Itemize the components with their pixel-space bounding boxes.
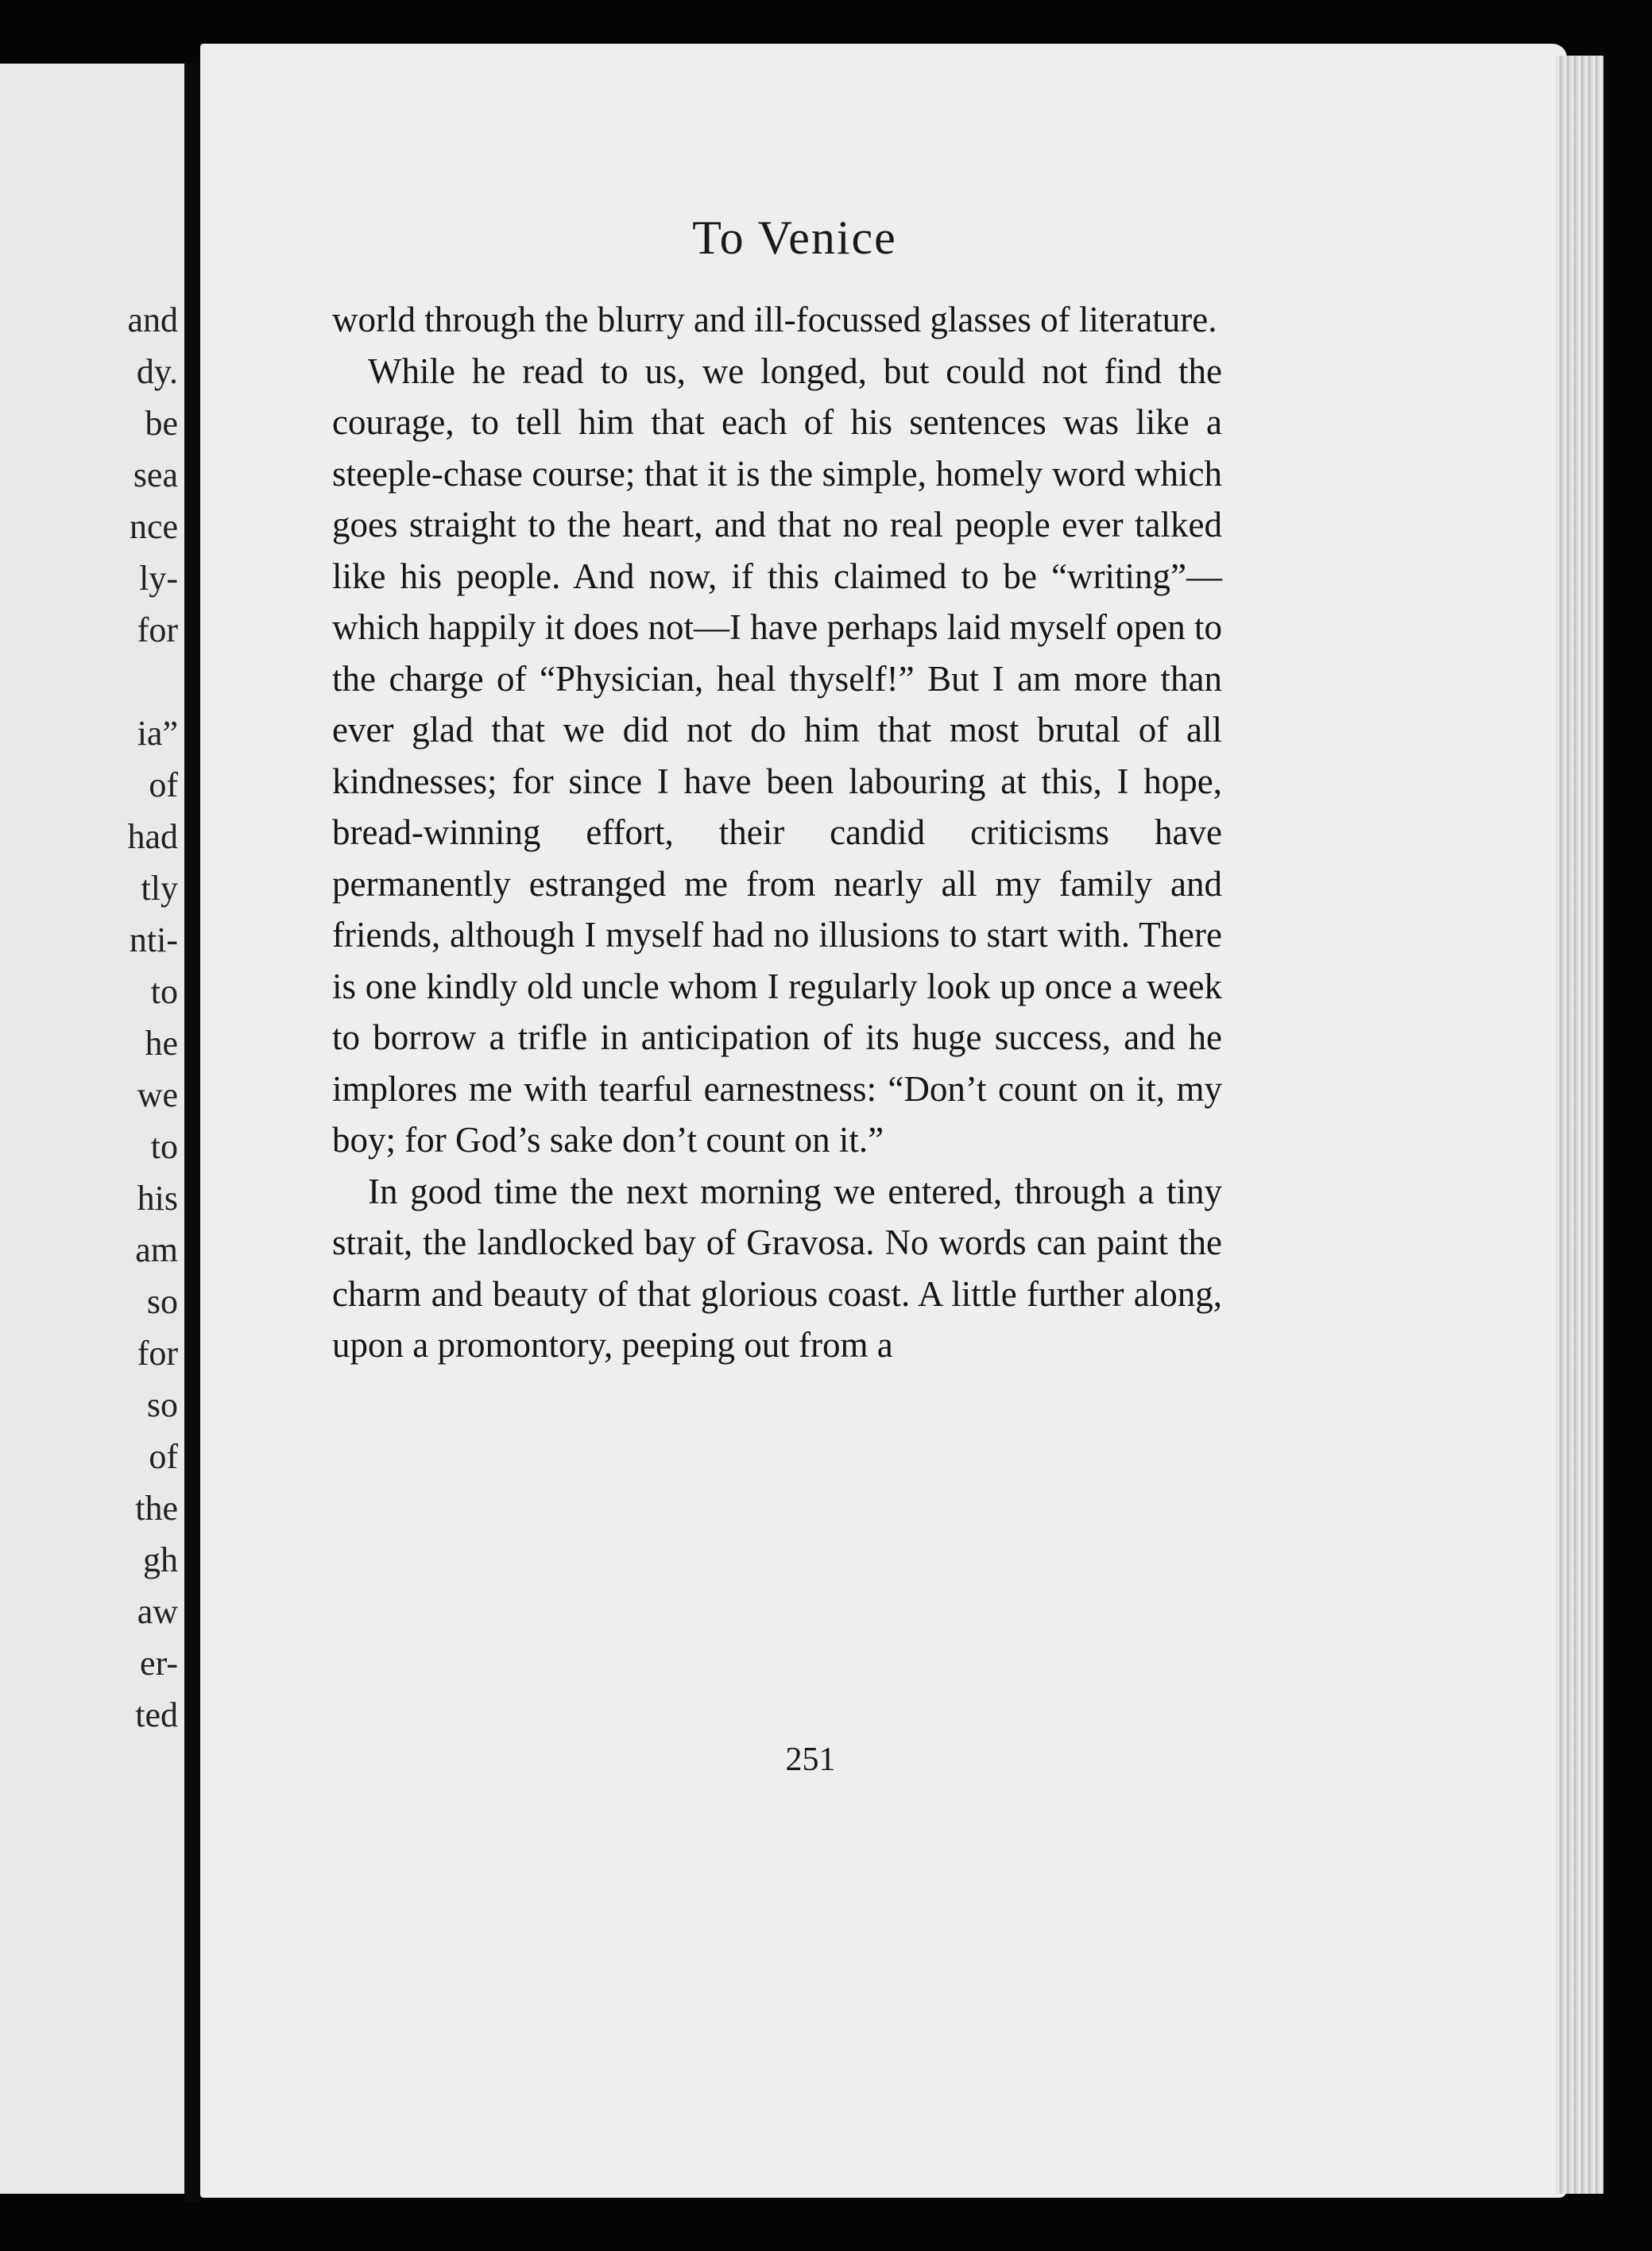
fragment-line: ted [135, 1695, 178, 1734]
facing-page-left [0, 64, 184, 2194]
fragment-line: tly [141, 869, 178, 908]
fragment-line: ly- [139, 559, 178, 598]
fragment-line: so [146, 1282, 178, 1321]
running-head: To Venice [692, 211, 897, 264]
page-body-text [332, 294, 1222, 1371]
fragment-line: ia” [137, 714, 178, 753]
fragment-line: he [145, 1024, 178, 1063]
fragment-line: be [145, 404, 178, 443]
fragment-line: of [149, 1437, 178, 1476]
fragment-line: nti- [129, 920, 178, 959]
book-gutter [184, 64, 200, 2202]
fragment-line: dy. [136, 352, 178, 391]
fragment-line: to [150, 972, 178, 1011]
page-edge-stack [1556, 56, 1604, 2194]
fragment-line: of [149, 765, 178, 804]
paragraph: In good time the next morning we entered, through a tiny strait, the landlocked bay of Gravosa. No words can paint the charm and beauty of that glorious coast. A little further along, upon a promontory, peeping out from a [332, 1171, 1222, 1365]
fragment-line: to [150, 1127, 178, 1166]
fragment-line: aw [137, 1592, 178, 1631]
fragment-line: his [137, 1179, 178, 1218]
fragment-line: gh [143, 1540, 178, 1579]
fragment-line: had [127, 817, 178, 856]
fragment-line: the [135, 1489, 178, 1528]
fragment-line: am [135, 1230, 178, 1269]
fragment-line: nce [129, 507, 178, 546]
fragment-line: and [127, 300, 178, 339]
fragment-line: sea [133, 455, 178, 494]
facing-page-line-fragments [19, 294, 178, 1741]
fragment-line: for [137, 1334, 178, 1373]
fragment-line: er- [140, 1644, 178, 1683]
page-number: 251 [785, 1742, 836, 1778]
fragment-line: for [137, 610, 178, 649]
fragment-line [19, 656, 178, 707]
paragraph-continued: world through the blurry and ill-focussed glasses of literature. [332, 300, 1217, 339]
fragment-line: we [137, 1075, 178, 1114]
paragraph: While he read to us, we longed, but could not find the courage, to tell him that each of his sentences was like a steeple-chase course; that it is the simple, homely word which goes straight to the heart, and that no real people ever talked like his people. And now, if this claimed to be “writing”—which happily it does not—I have perhaps laid myself open to the charge of “Physician, heal thyself!” But I am more than ever glad that we did not do him that most brutal of all kindnesses; for since I have been labouring at this, I hope, bread-winning effort, their candid criticisms have permanently estranged me from nearly all my family and friends, although I myself had no illusions to start with. There is one kindly old uncle whom I regularly look up once a week to borrow a trifle in anticipation of its huge success, and he implores me with tearful earnestness: “Don’t count on it, my boy; for God’s sake don’t count on it.” [332, 351, 1222, 1160]
fragment-line: so [146, 1385, 178, 1424]
